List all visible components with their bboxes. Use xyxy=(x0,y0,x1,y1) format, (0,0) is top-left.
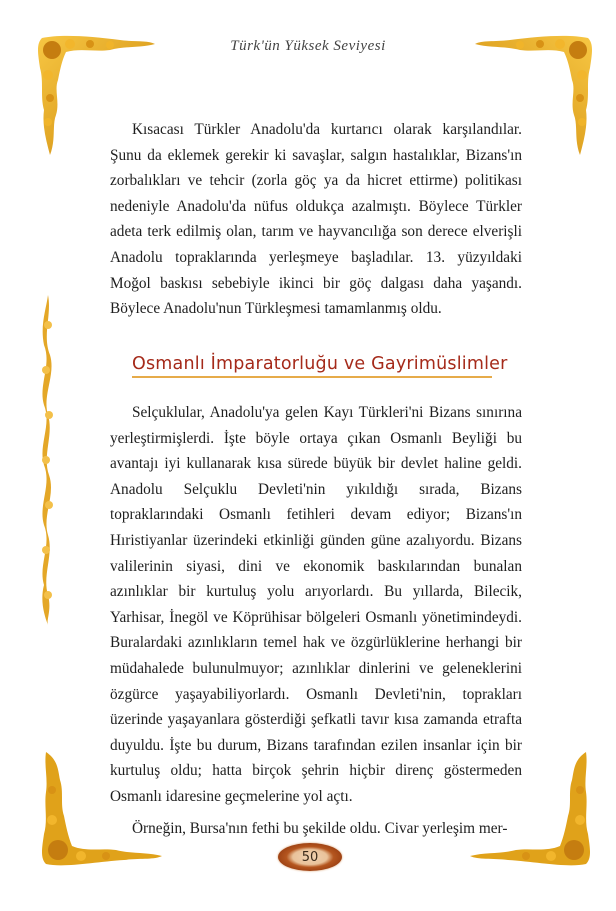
page-number: 50 xyxy=(301,849,319,865)
paragraph: Selçuklular, Anadolu'ya gelen Kayı Türkleri'ni Bizans sınırına yerleştirmişlerdi. İşte böyle ortaya çıkan Osmanlı Beyliği bu avantajı iyi kullanarak kısa sürede büyük bir devlet haline geldi. Anadolu Selçuklu Devleti'nin yıkıldığı sırada, Bizans topraklarındaki Osmanlı fetihleri devam ediyor; Bizans'ın Hıristiyanlar üzerindeki etkinliği günden güne azalıyordu. Bizans valilerinin siyasi, dini ve ekonomik baskılarından bunalan azınlıklar bir kurtuluş yolu arıyorlardı. Bu yıllarda, Bilecik, Yarhisar, İnegöl ve Köprühisar bölgeleri Osmanlı yönetimindeydi. Buralardaki azınlıkların temel hak ve özgürlüklerine herhangi bir müdahalede bulunulmuyor; azınlıklar dinlerini ve geleneklerini özgürce yaşayabiliyorlardı. Osmanlı Devleti'nin, toprakları üzerinde yaşayanlara gösterdiği şefkatli tavır kısa zamanda etrafta duyuldu. İşte bu durum, Bizans tarafından ezilen insanlar için bir kurtuluş oldu; hatta birçok şehrin hiçbir direnç göstermeden Osmanlı idaresine geçmelerine yol açtı. xyxy=(110,404,522,805)
page-number-badge xyxy=(278,843,342,871)
running-header: Türk'ün Yüksek Seviyesi xyxy=(230,38,386,54)
paragraph: Örneğin, Bursa'nın fethi bu şekilde oldu. Civar yerleşim mer- xyxy=(132,819,508,837)
gold-vine-ornament-left-icon xyxy=(36,295,60,625)
section-heading: Osmanlı İmparatorluğu ve Gayrimüslimler xyxy=(132,354,492,378)
body-section-intro xyxy=(110,117,522,322)
body-section-ottoman xyxy=(110,400,522,841)
paragraph: Kısacası Türkler Anadolu'da kurtarıcı olarak karşılandılar. Şunu da eklemek gerekir ki savaşlar, salgın hastalıklar, Bizans'ın zorbalıkları ve tehcir (zorla göç ya da hicret ettirme) politikası nedeniyle Anadolu'da nüfus oldukça azalmıştı. Böylece Türkler adeta terk edilmiş olan, tarım ve hayvancılığa son derece elverişli Anadolu topraklarında yerleşmeye başladılar. 13. yüzyıldaki Moğol baskısı sebebiyle ikinci bir göç dalgası daha yaşandı. Böylece Anadolu'nun Türkleşmesi tamamlanmış oldu. xyxy=(110,121,522,318)
